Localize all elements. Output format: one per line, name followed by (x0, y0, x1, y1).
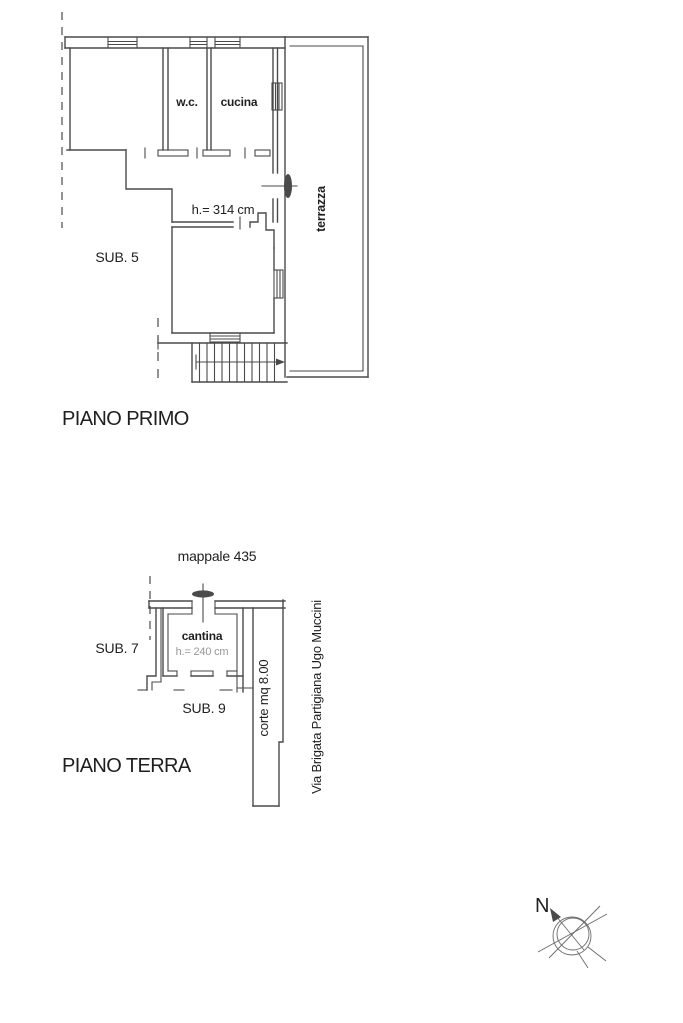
height-note-ground-floor: h.= 240 cm (175, 646, 229, 658)
window-icon (215, 37, 240, 48)
room-label-cantina: cantina (181, 629, 223, 643)
first-floor-plan (62, 12, 368, 430)
street-label: Via Brigata Partigiana Ugo Muccini (309, 600, 324, 794)
room-label-kitchen: cucina (220, 95, 258, 109)
courtyard-label: corte mq 8.00 (256, 659, 271, 737)
height-note-first-floor: h.= 314 cm (191, 202, 255, 217)
room-label-terrace: terrazza (314, 186, 328, 232)
staircase (158, 337, 287, 382)
wall-segment (158, 150, 270, 156)
window-icon (190, 37, 207, 48)
door-icon (192, 584, 214, 622)
stair-direction-arrow-icon (196, 355, 285, 369)
floor-title-ground: PIANO TERRA (62, 755, 191, 777)
ground-floor-plan (62, 548, 324, 806)
window-icon (274, 270, 283, 298)
unit-label-sub7: SUB. 7 (95, 640, 139, 656)
north-label: N (535, 895, 550, 917)
window-icon (210, 333, 240, 342)
floor-title-first: PIANO PRIMO (62, 408, 189, 430)
unit-label-sub9: SUB. 9 (182, 700, 226, 716)
parcel-label: mappale 435 (177, 548, 257, 564)
door-icon (262, 174, 297, 198)
room-label-wc: w.c. (176, 95, 198, 109)
unit-label-sub5: SUB. 5 (95, 249, 139, 265)
compass-rose (535, 895, 607, 968)
window-icon (108, 37, 137, 48)
